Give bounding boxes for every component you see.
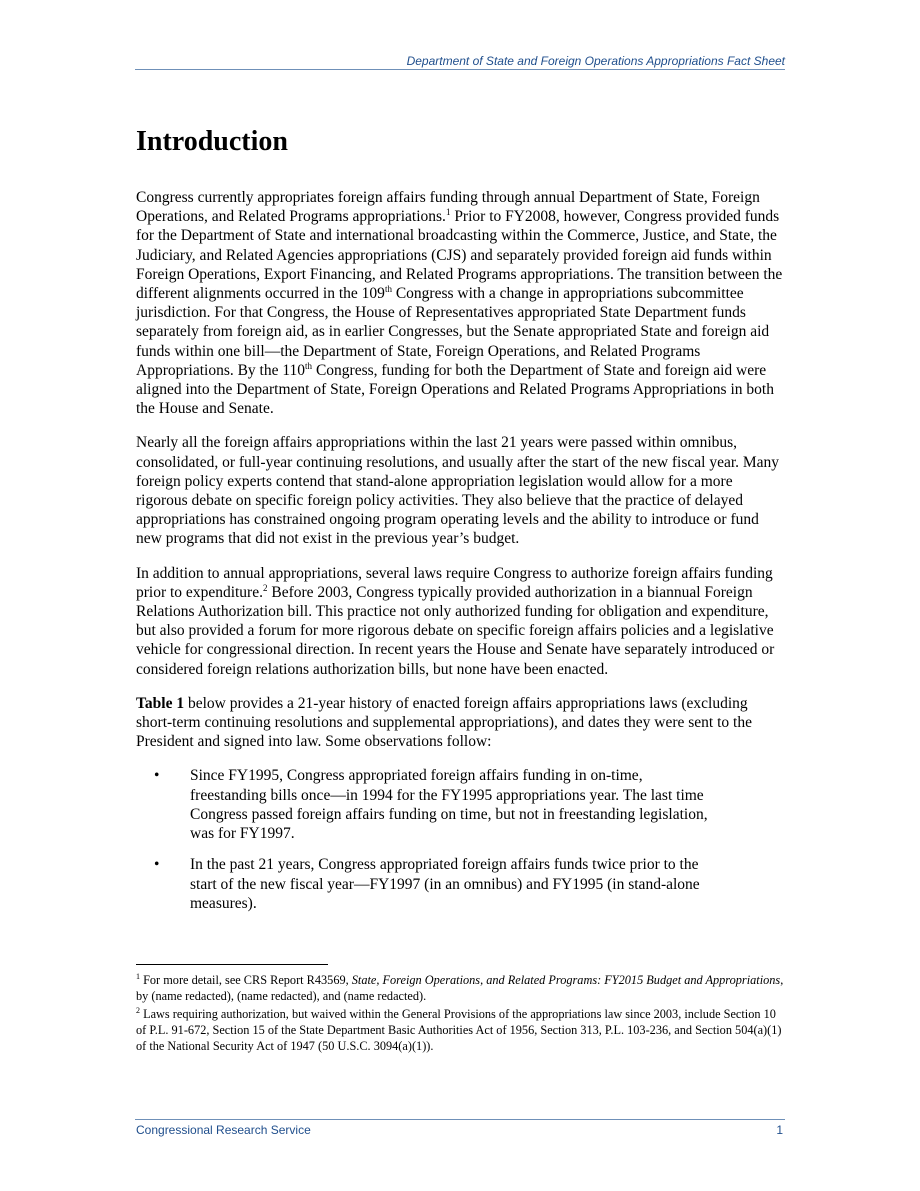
paragraph-2: Nearly all the foreign affairs appropriations within the last 21 years were passed within omnibus, consolidated, or full-year continuing resolutions, and usually after the start of the new fiscal year. Many foreign policy experts contend that stand-alone appropriation legislation would allow for a more rigorous debate on specific foreign policy activities. They also believe that the practice of delayed appropriations has constrained ongoing program operating levels and the ability to introduce or fund new programs that did not exist in the previous year’s budget. xyxy=(136,434,780,548)
page-body xyxy=(136,124,784,925)
list-item: • Since FY1995, Congress appropriated foreign affairs funding in on-time, freestanding bills once—in 1994 for the FY1995 appropriations year. The last time Congress passed foreign affairs funding on time, but not in freestanding legislation, was for FY1997. xyxy=(154,767,708,843)
header-divider xyxy=(135,69,785,70)
page-number: 1 xyxy=(776,1123,783,1137)
footnote-2: $^2$ Laws requiring authorization, but waived within the General Provisions of the appropriations law since 2003, include Section 10 of P.L. 91-672, Section 15 of the State Department Basic Authorities Act of 1956, Section 313, P.L. 103-236, and Section 504(a)(1) of the National Security Act of 1947 (50 U.S.C. 3094(a)(1)). xyxy=(136,1006,782,1053)
observations-list xyxy=(136,766,784,912)
footnote-ref-2[interactable]: 2 xyxy=(262,582,268,593)
ordinal-suffix: th xyxy=(305,360,313,371)
running-header: Department of State and Foreign Operations Appropriations Fact Sheet xyxy=(406,54,785,68)
footnote-divider xyxy=(136,964,328,965)
report-title: State, Foreign Operations, and Related Programs: FY2015 Budget and Appropriations xyxy=(351,973,781,987)
footnote-1: $^1$ For more detail, see CRS Report R43569, State, Foreign Operations, and Related Programs: FY2015 Budget and Appropriations, by (name redacted), (name redacted), and (name redacted). xyxy=(136,972,784,1003)
bullet-icon: • xyxy=(154,767,160,785)
list-item: • In the past 21 years, Congress appropriated foreign affairs funds twice prior to the start of the new fiscal year—FY1997 (in an omnibus) and FY1995 (in stand-alone measures). xyxy=(154,856,700,912)
table-reference: Table 1 xyxy=(136,694,185,712)
footer-organization: Congressional Research Service xyxy=(136,1123,311,1137)
paragraph-3: In addition to annual appropriations, several laws require Congress to authorize foreign affairs funding prior to expenditure.$^2$ Before 2003, Congress typically provided authorization in a biannual Foreign Relations Authorization bill. This practice not only authorized funding for obligation and expenditure, but also provided a forum for more rigorous debate on specific foreign affairs policies and a legislative vehicle for congressional direction. In recent years the House and Senate have separately introduced or considered foreign relations authorization bills, but none have been enacted. xyxy=(136,564,775,678)
footer-divider xyxy=(135,1119,785,1120)
bullet-icon: • xyxy=(154,856,160,874)
paragraph-4: Table 1 below provides a 21-year history of enacted foreign affairs appropriations laws (excluding short-term continuing resolutions and supplemental appropriations), and dates they were sent to the President and signed into law. Some observations follow: xyxy=(136,694,752,751)
footnote-ref-1[interactable]: 1 xyxy=(445,207,451,218)
paragraph-1: Congress currently appropriates foreign affairs funding through annual Department of State, Foreign Operations, and Related Programs appropriations.$^1$ Prior to FY2008, however, Congress provided funds for the Department of State and international broadcasting within the Commerce, Justice, and State, the Judiciary, and Related Agencies appropriations (CJS) and separately provided foreign aid funds within Foreign Operations, Export Financing, and Related Programs appropriations. The transition between the different alignments occurred in the 109th Congress with a change in appropriations subcommittee jurisdiction. For that Congress, the House of Representatives appropriated State Department funds separately from foreign aid, as in earlier Congresses, but the Senate appropriated State and foreign aid funds within one bill—the Department of State, Foreign Operations, and Related Programs Appropriations. By the 110th Congress, funding for both the Department of State and foreign aid were aligned into the Department of State, Foreign Operations and Related Programs Appropriations in both the House and Senate. xyxy=(136,189,783,418)
ordinal-suffix: th xyxy=(384,284,392,295)
footnotes xyxy=(136,972,784,1056)
section-heading: Introduction xyxy=(136,126,288,157)
